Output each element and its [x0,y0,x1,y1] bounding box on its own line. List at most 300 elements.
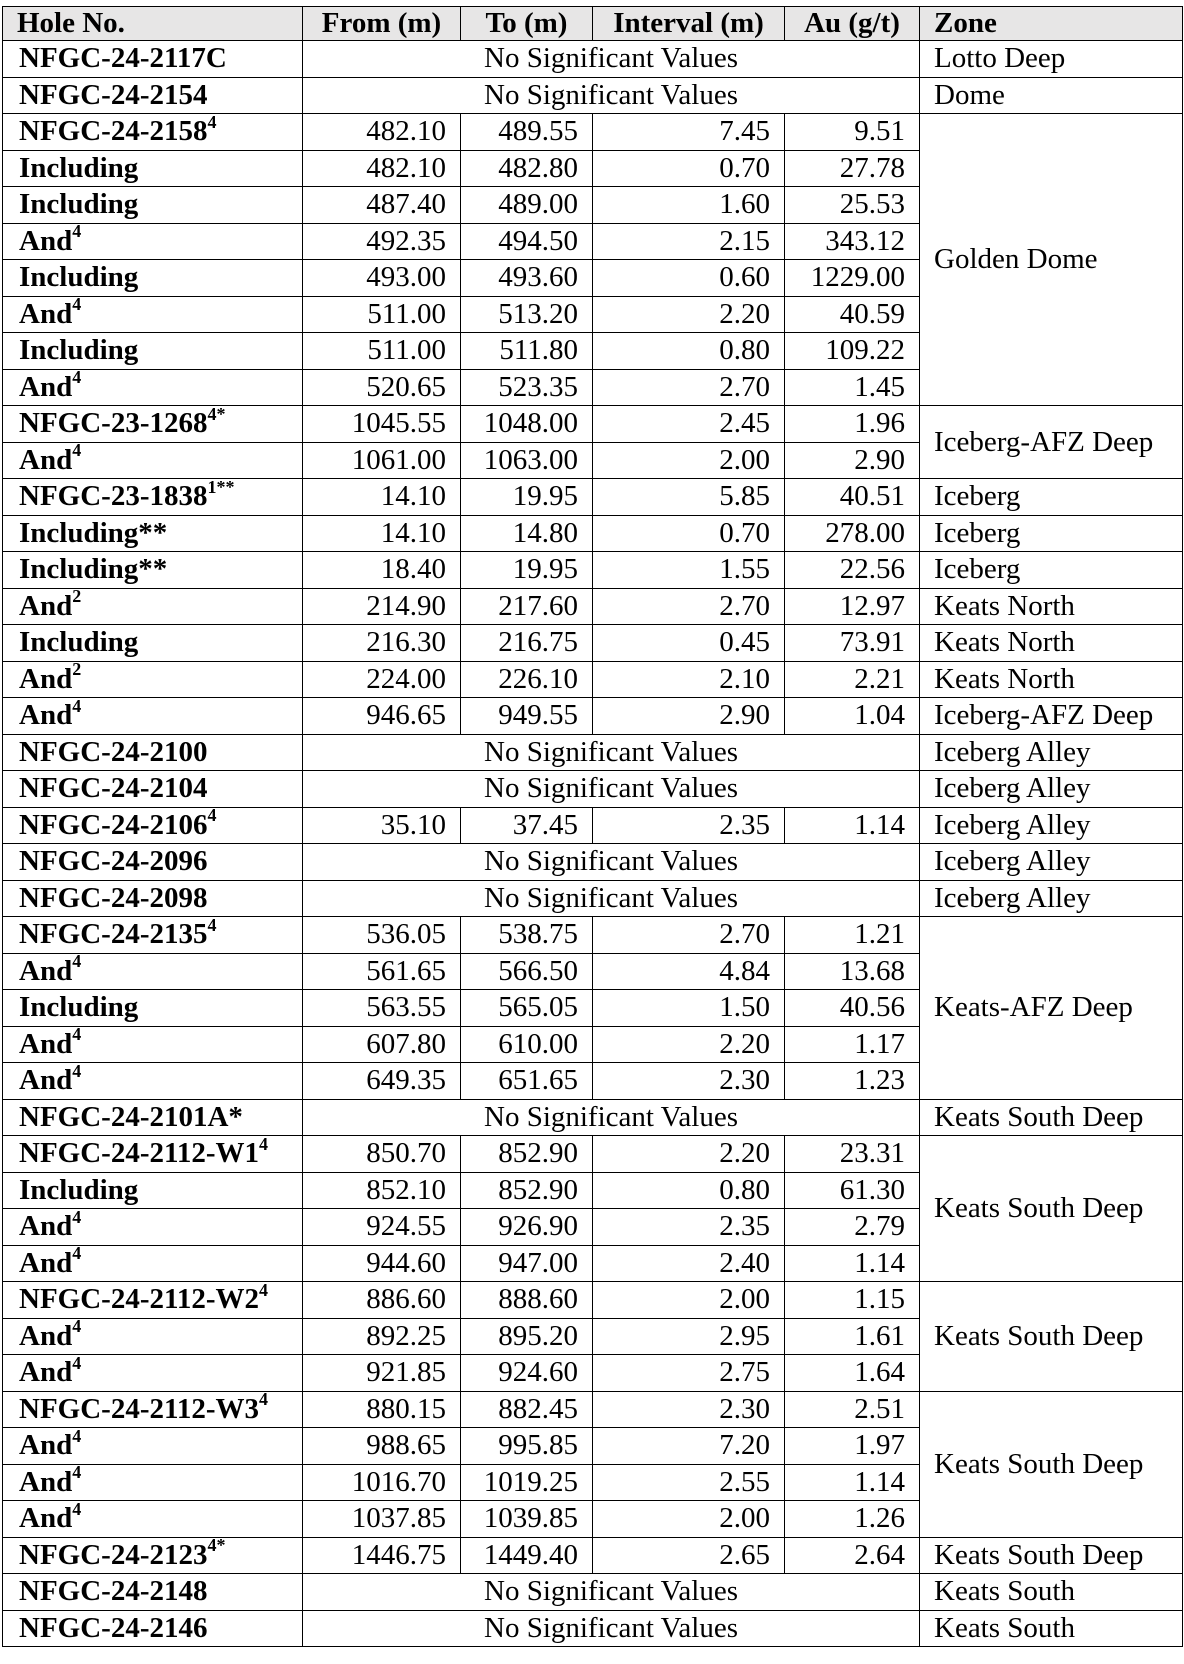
no-significant-values-cell: No Significant Values [303,734,920,771]
au-cell: 1.61 [785,1318,920,1355]
from-cell: 924.55 [303,1209,461,1246]
to-cell: 565.05 [461,990,593,1027]
to-cell: 37.45 [461,807,593,844]
au-cell: 343.12 [785,223,920,260]
hole-no-text: NFGC-24-2117C [19,42,227,75]
footnote-marker: 4 [72,1026,82,1045]
au-cell: 13.68 [785,953,920,990]
hole-no-text: NFGC-24-2112-W3 [19,1392,260,1425]
table-row [3,625,1183,662]
interval-cell: 4.84 [593,953,785,990]
au-cell: 22.56 [785,552,920,589]
interval-cell: 2.75 [593,1355,785,1392]
interval-cell: 2.55 [593,1464,785,1501]
hole-no-text: And [19,1246,73,1279]
au-cell: 109.22 [785,333,920,370]
table-row [3,41,1183,78]
from-cell: 1061.00 [303,442,461,479]
hole-no-cell [3,442,303,479]
hole-no-cell [3,1209,303,1246]
hole-no-cell [3,807,303,844]
hole-no-text: Including [19,334,139,367]
hole-no-text: NFGC-23-1838 [19,480,208,513]
au-cell: 278.00 [785,515,920,552]
table-row [3,1282,1183,1319]
hole-no-text: NFGC-24-2135 [19,918,208,951]
hole-no-cell [3,1355,303,1392]
footnote-marker: 4 [72,1245,82,1264]
hole-no-text: NFGC-24-2096 [19,845,208,878]
footnote-marker: 1** [207,478,235,497]
footnote-marker: 4 [72,1464,82,1483]
hole-no-cell [3,880,303,917]
table-row [3,1610,1183,1647]
hole-no-text: NFGC-24-2104 [19,772,208,805]
hole-no-cell [3,515,303,552]
hole-no-cell [3,150,303,187]
interval-cell: 2.70 [593,588,785,625]
zone-cell: Iceberg [920,552,1183,589]
interval-cell: 2.95 [593,1318,785,1355]
to-cell: 19.95 [461,479,593,516]
to-cell: 888.60 [461,1282,593,1319]
interval-cell: 7.45 [593,114,785,151]
from-cell: 988.65 [303,1428,461,1465]
hole-no-text: And [19,589,73,622]
zone-cell: Lotto Deep [920,41,1183,78]
au-cell: 1229.00 [785,260,920,297]
hole-no-cell [3,114,303,151]
zone-cell: Iceberg Alley [920,771,1183,808]
to-cell: 523.35 [461,369,593,406]
to-cell: 14.80 [461,515,593,552]
to-cell: 1449.40 [461,1537,593,1574]
hole-no-cell [3,771,303,808]
no-significant-values-cell: No Significant Values [303,1574,920,1611]
interval-cell: 2.70 [593,369,785,406]
hole-no-cell [3,1026,303,1063]
interval-cell: 2.20 [593,1026,785,1063]
to-cell: 610.00 [461,1026,593,1063]
hole-no-cell [3,990,303,1027]
to-cell: 926.90 [461,1209,593,1246]
interval-cell: 7.20 [593,1428,785,1465]
hole-no-text: And [19,1356,73,1389]
zone-cell: Keats North [920,625,1183,662]
footnote-marker: 4 [207,916,217,935]
from-cell: 216.30 [303,625,461,662]
zone-cell: Golden Dome [920,114,1183,406]
drill-results-table [2,6,1183,1647]
table-row [3,77,1183,114]
to-cell: 995.85 [461,1428,593,1465]
au-cell: 1.97 [785,1428,920,1465]
hole-no-text: And [19,443,73,476]
hole-no-cell [3,296,303,333]
au-cell: 2.79 [785,1209,920,1246]
interval-cell: 1.50 [593,990,785,1027]
hole-no-cell [3,1245,303,1282]
hole-no-text: Including [19,261,139,294]
au-cell: 2.51 [785,1391,920,1428]
to-cell: 651.65 [461,1063,593,1100]
hole-no-text: And [19,370,73,403]
table-body [3,41,1183,1647]
hole-no-cell [3,260,303,297]
from-cell: 487.40 [303,187,461,224]
hole-no-text: Including [19,1173,139,1206]
zone-cell: Keats South Deep [920,1099,1183,1136]
table-row [3,661,1183,698]
hole-no-cell [3,333,303,370]
hole-no-cell [3,1464,303,1501]
hole-no-text: NFGC-24-2106 [19,808,208,841]
to-cell: 217.60 [461,588,593,625]
table-row [3,515,1183,552]
to-cell: 489.55 [461,114,593,151]
header-au: Au (g/t) [785,7,920,41]
from-cell: 511.00 [303,333,461,370]
hole-no-text: NFGC-24-2100 [19,735,208,768]
au-cell: 1.14 [785,1464,920,1501]
footnote-marker: 4 [72,442,82,461]
table-row [3,917,1183,954]
from-cell: 1037.85 [303,1501,461,1538]
au-cell: 23.31 [785,1136,920,1173]
hole-no-text: NFGC-24-2146 [19,1611,208,1644]
footnote-marker: 4 [259,1281,269,1300]
zone-cell: Keats South Deep [920,1391,1183,1537]
to-cell: 947.00 [461,1245,593,1282]
footnote-marker: 2 [72,588,82,607]
interval-cell: 2.20 [593,296,785,333]
au-cell: 1.15 [785,1282,920,1319]
hole-no-cell [3,1282,303,1319]
from-cell: 14.10 [303,479,461,516]
interval-cell: 0.80 [593,1172,785,1209]
from-cell: 850.70 [303,1136,461,1173]
table-row [3,1099,1183,1136]
to-cell: 1048.00 [461,406,593,443]
from-cell: 886.60 [303,1282,461,1319]
hole-no-cell [3,406,303,443]
interval-cell: 5.85 [593,479,785,516]
hole-no-cell [3,479,303,516]
table-row [3,1537,1183,1574]
hole-no-text: NFGC-24-2112-W1 [19,1137,260,1170]
hole-no-cell [3,223,303,260]
zone-cell: Iceberg [920,515,1183,552]
from-cell: 944.60 [303,1245,461,1282]
footnote-marker: 4 [259,1391,269,1410]
to-cell: 489.00 [461,187,593,224]
hole-no-cell [3,77,303,114]
hole-no-cell [3,1063,303,1100]
au-cell: 1.14 [785,807,920,844]
footnote-marker: 4 [72,1208,82,1227]
au-cell: 9.51 [785,114,920,151]
au-cell: 1.64 [785,1355,920,1392]
au-cell: 73.91 [785,625,920,662]
to-cell: 1063.00 [461,442,593,479]
from-cell: 880.15 [303,1391,461,1428]
interval-cell: 2.00 [593,1501,785,1538]
footnote-marker: 4 [72,1427,82,1446]
zone-cell: Iceberg-AFZ Deep [920,698,1183,735]
hole-no-cell [3,917,303,954]
from-cell: 1016.70 [303,1464,461,1501]
au-cell: 1.17 [785,1026,920,1063]
header-row [3,7,1183,41]
from-cell: 607.80 [303,1026,461,1063]
hole-no-text: Including** [19,516,168,549]
footnote-marker: 4* [207,405,226,424]
hole-no-cell [3,1610,303,1647]
au-cell: 2.21 [785,661,920,698]
hole-no-text: And [19,1465,73,1498]
header-to: To (m) [461,7,593,41]
from-cell: 536.05 [303,917,461,954]
header-from: From (m) [303,7,461,41]
table-row [3,114,1183,151]
hole-no-text: NFGC-24-2123 [19,1538,208,1571]
from-cell: 482.10 [303,114,461,151]
from-cell: 921.85 [303,1355,461,1392]
hole-no-text: NFGC-24-2158 [19,115,208,148]
from-cell: 852.10 [303,1172,461,1209]
zone-cell: Iceberg Alley [920,844,1183,881]
table-row [3,771,1183,808]
interval-cell: 2.30 [593,1063,785,1100]
hole-no-text: And [19,699,73,732]
hole-no-text: Including [19,626,139,659]
interval-cell: 2.35 [593,807,785,844]
table-row [3,844,1183,881]
au-cell: 1.23 [785,1063,920,1100]
zone-cell: Keats North [920,588,1183,625]
hole-no-text: Including [19,151,139,184]
table-row [3,479,1183,516]
interval-cell: 2.90 [593,698,785,735]
footnote-marker: 4 [259,1135,269,1154]
to-cell: 493.60 [461,260,593,297]
hole-no-cell [3,1172,303,1209]
to-cell: 949.55 [461,698,593,735]
to-cell: 1019.25 [461,1464,593,1501]
hole-no-cell [3,1574,303,1611]
footnote-marker: 4* [207,1537,226,1556]
hole-no-text: NFGC-24-2154 [19,78,208,111]
header-interval: Interval (m) [593,7,785,41]
no-significant-values-cell: No Significant Values [303,771,920,808]
to-cell: 882.45 [461,1391,593,1428]
zone-cell: Dome [920,77,1183,114]
from-cell: 214.90 [303,588,461,625]
table-row [3,1574,1183,1611]
hole-no-cell [3,1136,303,1173]
no-significant-values-cell: No Significant Values [303,844,920,881]
to-cell: 511.80 [461,333,593,370]
hole-no-cell [3,625,303,662]
hole-no-text: And [19,1319,73,1352]
footnote-marker: 4 [72,953,82,972]
table-row [3,807,1183,844]
au-cell: 40.59 [785,296,920,333]
from-cell: 14.10 [303,515,461,552]
from-cell: 35.10 [303,807,461,844]
from-cell: 1045.55 [303,406,461,443]
interval-cell: 1.55 [593,552,785,589]
to-cell: 852.90 [461,1136,593,1173]
to-cell: 19.95 [461,552,593,589]
footnote-marker: 4 [72,697,82,716]
to-cell: 538.75 [461,917,593,954]
hole-no-text: NFGC-23-1268 [19,407,208,440]
au-cell: 1.21 [785,917,920,954]
from-cell: 520.65 [303,369,461,406]
zone-cell: Iceberg Alley [920,807,1183,844]
hole-no-text: And [19,224,73,257]
au-cell: 1.26 [785,1501,920,1538]
au-cell: 40.51 [785,479,920,516]
zone-cell: Iceberg Alley [920,734,1183,771]
table-row [3,1136,1183,1173]
interval-cell: 0.70 [593,150,785,187]
footnote-marker: 4 [72,296,82,315]
interval-cell: 2.65 [593,1537,785,1574]
to-cell: 494.50 [461,223,593,260]
interval-cell: 0.80 [593,333,785,370]
zone-cell: Iceberg Alley [920,880,1183,917]
interval-cell: 2.20 [593,1136,785,1173]
to-cell: 566.50 [461,953,593,990]
interval-cell: 2.15 [593,223,785,260]
hole-no-cell [3,187,303,224]
au-cell: 61.30 [785,1172,920,1209]
table-row [3,698,1183,735]
hole-no-cell [3,369,303,406]
hole-no-text: And [19,297,73,330]
hole-no-text: NFGC-24-2148 [19,1575,208,1608]
zone-cell: Keats-AFZ Deep [920,917,1183,1100]
hole-no-text: Including** [19,553,168,586]
no-significant-values-cell: No Significant Values [303,1099,920,1136]
hole-no-text: Including [19,991,139,1024]
header-hole-no: Hole No. [3,7,303,41]
footnote-marker: 4 [72,1354,82,1373]
table-row [3,588,1183,625]
hole-no-cell [3,1428,303,1465]
footnote-marker: 4 [207,113,217,132]
no-significant-values-cell: No Significant Values [303,77,920,114]
au-cell: 2.90 [785,442,920,479]
footnote-marker: 2 [72,661,82,680]
zone-cell: Iceberg [920,479,1183,516]
hole-no-text: Including [19,188,139,221]
zone-cell: Keats South [920,1574,1183,1611]
to-cell: 1039.85 [461,1501,593,1538]
to-cell: 216.75 [461,625,593,662]
au-cell: 1.96 [785,406,920,443]
hole-no-cell [3,552,303,589]
hole-no-cell [3,953,303,990]
from-cell: 649.35 [303,1063,461,1100]
footnote-marker: 4 [72,1500,82,1519]
au-cell: 1.04 [785,698,920,735]
from-cell: 946.65 [303,698,461,735]
from-cell: 492.35 [303,223,461,260]
no-significant-values-cell: No Significant Values [303,41,920,78]
hole-no-cell [3,1318,303,1355]
from-cell: 563.55 [303,990,461,1027]
zone-cell: Keats South Deep [920,1282,1183,1392]
hole-no-text: NFGC-24-2098 [19,881,208,914]
interval-cell: 2.70 [593,917,785,954]
hole-no-cell [3,1501,303,1538]
au-cell: 27.78 [785,150,920,187]
from-cell: 18.40 [303,552,461,589]
no-significant-values-cell: No Significant Values [303,880,920,917]
interval-cell: 1.60 [593,187,785,224]
hole-no-cell [3,661,303,698]
au-cell: 40.56 [785,990,920,1027]
hole-no-cell [3,1391,303,1428]
to-cell: 513.20 [461,296,593,333]
interval-cell: 2.40 [593,1245,785,1282]
au-cell: 12.97 [785,588,920,625]
to-cell: 924.60 [461,1355,593,1392]
hole-no-cell [3,1099,303,1136]
hole-no-cell [3,588,303,625]
zone-cell: Keats South Deep [920,1537,1183,1574]
to-cell: 895.20 [461,1318,593,1355]
hole-no-text: And [19,662,73,695]
hole-no-cell [3,698,303,735]
hole-no-cell [3,844,303,881]
interval-cell: 0.70 [593,515,785,552]
from-cell: 511.00 [303,296,461,333]
hole-no-cell [3,41,303,78]
table-row [3,1391,1183,1428]
footnote-marker: 4 [207,807,217,826]
no-significant-values-cell: No Significant Values [303,1610,920,1647]
from-cell: 892.25 [303,1318,461,1355]
interval-cell: 2.00 [593,442,785,479]
zone-cell: Keats South Deep [920,1136,1183,1282]
zone-cell: Keats North [920,661,1183,698]
hole-no-text: NFGC-24-2112-W2 [19,1283,260,1316]
hole-no-text: And [19,1064,73,1097]
au-cell: 2.64 [785,1537,920,1574]
interval-cell: 2.30 [593,1391,785,1428]
hole-no-cell [3,734,303,771]
from-cell: 561.65 [303,953,461,990]
interval-cell: 2.10 [593,661,785,698]
from-cell: 482.10 [303,150,461,187]
zone-cell: Keats South [920,1610,1183,1647]
to-cell: 226.10 [461,661,593,698]
hole-no-text: And [19,1429,73,1462]
au-cell: 1.45 [785,369,920,406]
hole-no-text: And [19,954,73,987]
footnote-marker: 4 [72,1318,82,1337]
interval-cell: 0.45 [593,625,785,662]
to-cell: 852.90 [461,1172,593,1209]
interval-cell: 0.60 [593,260,785,297]
footnote-marker: 4 [72,369,82,388]
to-cell: 482.80 [461,150,593,187]
from-cell: 493.00 [303,260,461,297]
